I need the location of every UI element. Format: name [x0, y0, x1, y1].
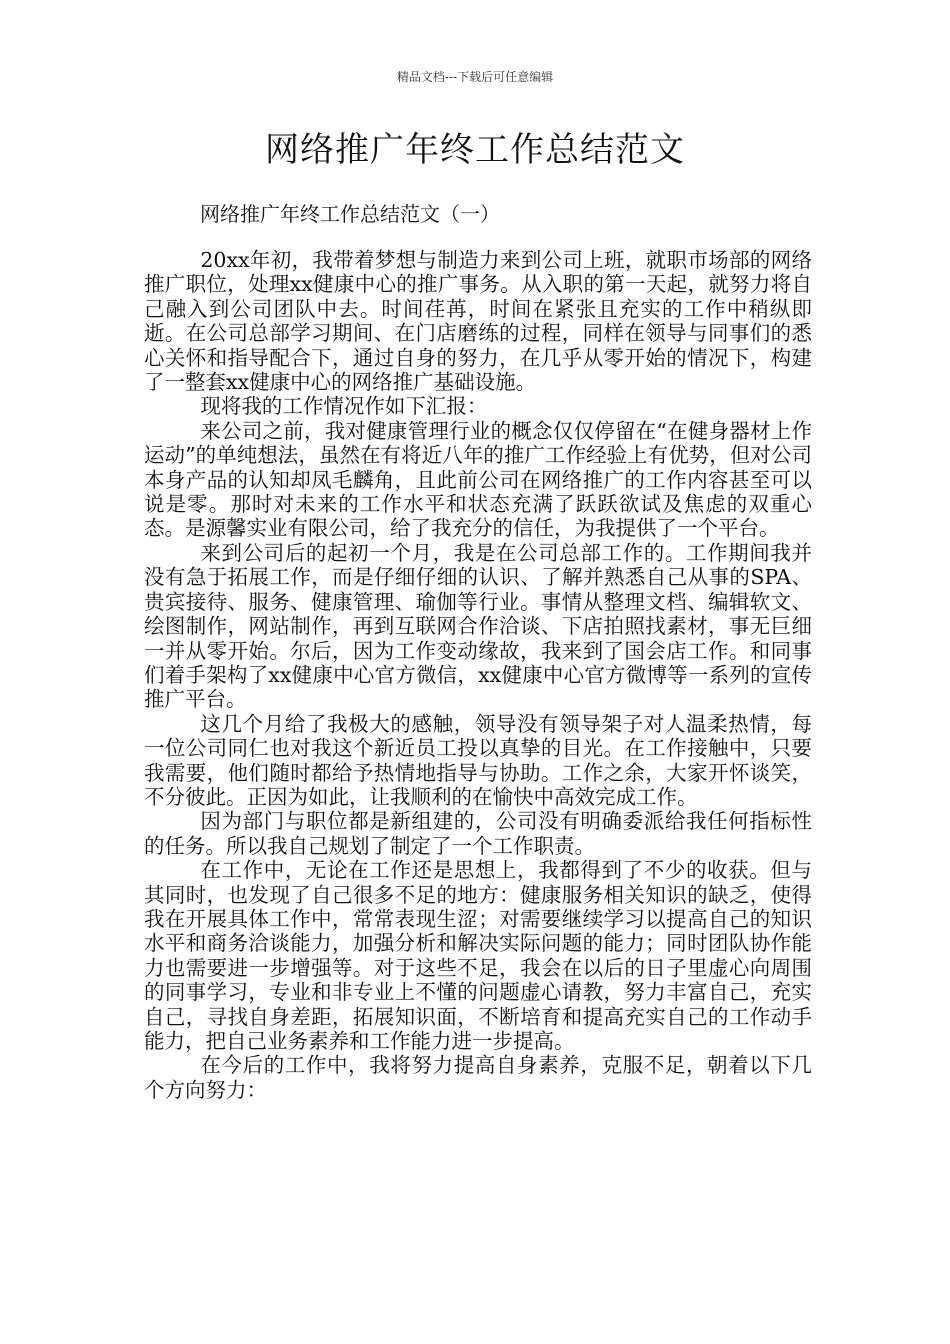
paragraph-1: 20xx年初，我带着梦想与制造力来到公司上班，就职市场部的网络推广职位，处理xx健康中心的推广事务。从入职的第一天起，就努力将自己融入到公司团队中去。时间荏苒，时间在紧张且充实的工作中稍纵即逝。在公司总部学习期间、在门店磨练的过程，同样在领导与同事们的悉心关怀和指导配合下，通过自身的努力，在几乎从零开始的情况下，构建了一整套xx健康中心的网络推广基础设施。 [144, 248, 812, 395]
paragraph-5: 这几个月给了我极大的感触，领导没有领导架子对人温柔热情，每一位公司同仁也对我这个新近员工投以真挚的目光。在工作接触中，只要我需要，他们随时都给予热情地指导与协助。工作之余，大家开怀谈笑，不分彼此。正因为如此，让我顺利的在愉快中高效完成工作。 [144, 711, 812, 809]
paragraph-3: 来公司之前，我对健康管理行业的概念仅仅停留在“在健身器材上作运动”的单纯想法，虽然在有将近八年的推广工作经验上有优势，但对公司本身产品的认知却凤毛麟角，且此前公司在网络推广的工作内容甚至可以说是零。那时对未来的工作水平和状态充满了跃跃欲试及焦虑的双重心态。是源馨实业有限公司，给了我充分的信任，为我提供了一个平台。 [144, 418, 812, 541]
paragraph-2: 现将我的工作情况作如下汇报： [200, 394, 488, 419]
paragraph-7: 在工作中，无论在工作还是思想上，我都得到了不少的收获。但与其同时，也发现了自己很多不足的地方：健康服务相关知识的缺乏，使得我在开展具体工作中，常常表现生涩；对需要继续学习以提高自己的知识水平和商务洽谈能力，加强分析和解决实际问题的能力；同时团队协作能力也需要进一步增强等。对于这些不足，我会在以后的日子里虚心向周围的同事学习，专业和非专业上不懂的问题虚心请教，努力丰富自己，充实自己，寻找自身差距，拓展知识面，不断培育和提高充实自己的工作动手能力，把自己业务素养和工作能力进一步提高。 [144, 858, 812, 1053]
document-body [144, 248, 812, 1102]
document-subtitle: 网络推广年终工作总结范文（一） [200, 202, 500, 226]
paragraph-6: 因为部门与职位都是新组建的，公司没有明确委派给我任何指标性的任务。所以我自己规划了制定了一个工作职责。 [144, 809, 812, 858]
document-title: 网络推广年终工作总结范文 [265, 130, 685, 170]
header-note: 精品文档---下载后可任意编辑 [396, 70, 554, 84]
paragraph-8: 在今后的工作中，我将努力提高自身素养，克服不足，朝着以下几个方向努力： [144, 1053, 812, 1102]
paragraph-4: 来到公司后的起初一个月，我是在公司总部工作的。工作期间我并没有急于拓展工作，而是仔细仔细的认识、了解并熟悉自己从事的SPA、贵宾接待、服务、健康管理、瑜伽等行业。事情从整理文档、编辑软文、绘图制作，网站制作，再到互联网合作洽谈、下店拍照找素材，事无巨细一并从零开始。尔后，因为工作变动缘故，我来到了国会店工作。和同事们着手架构了xx健康中心官方微信，xx健康中心官方微博等一系列的宣传推广平台。 [144, 540, 812, 712]
